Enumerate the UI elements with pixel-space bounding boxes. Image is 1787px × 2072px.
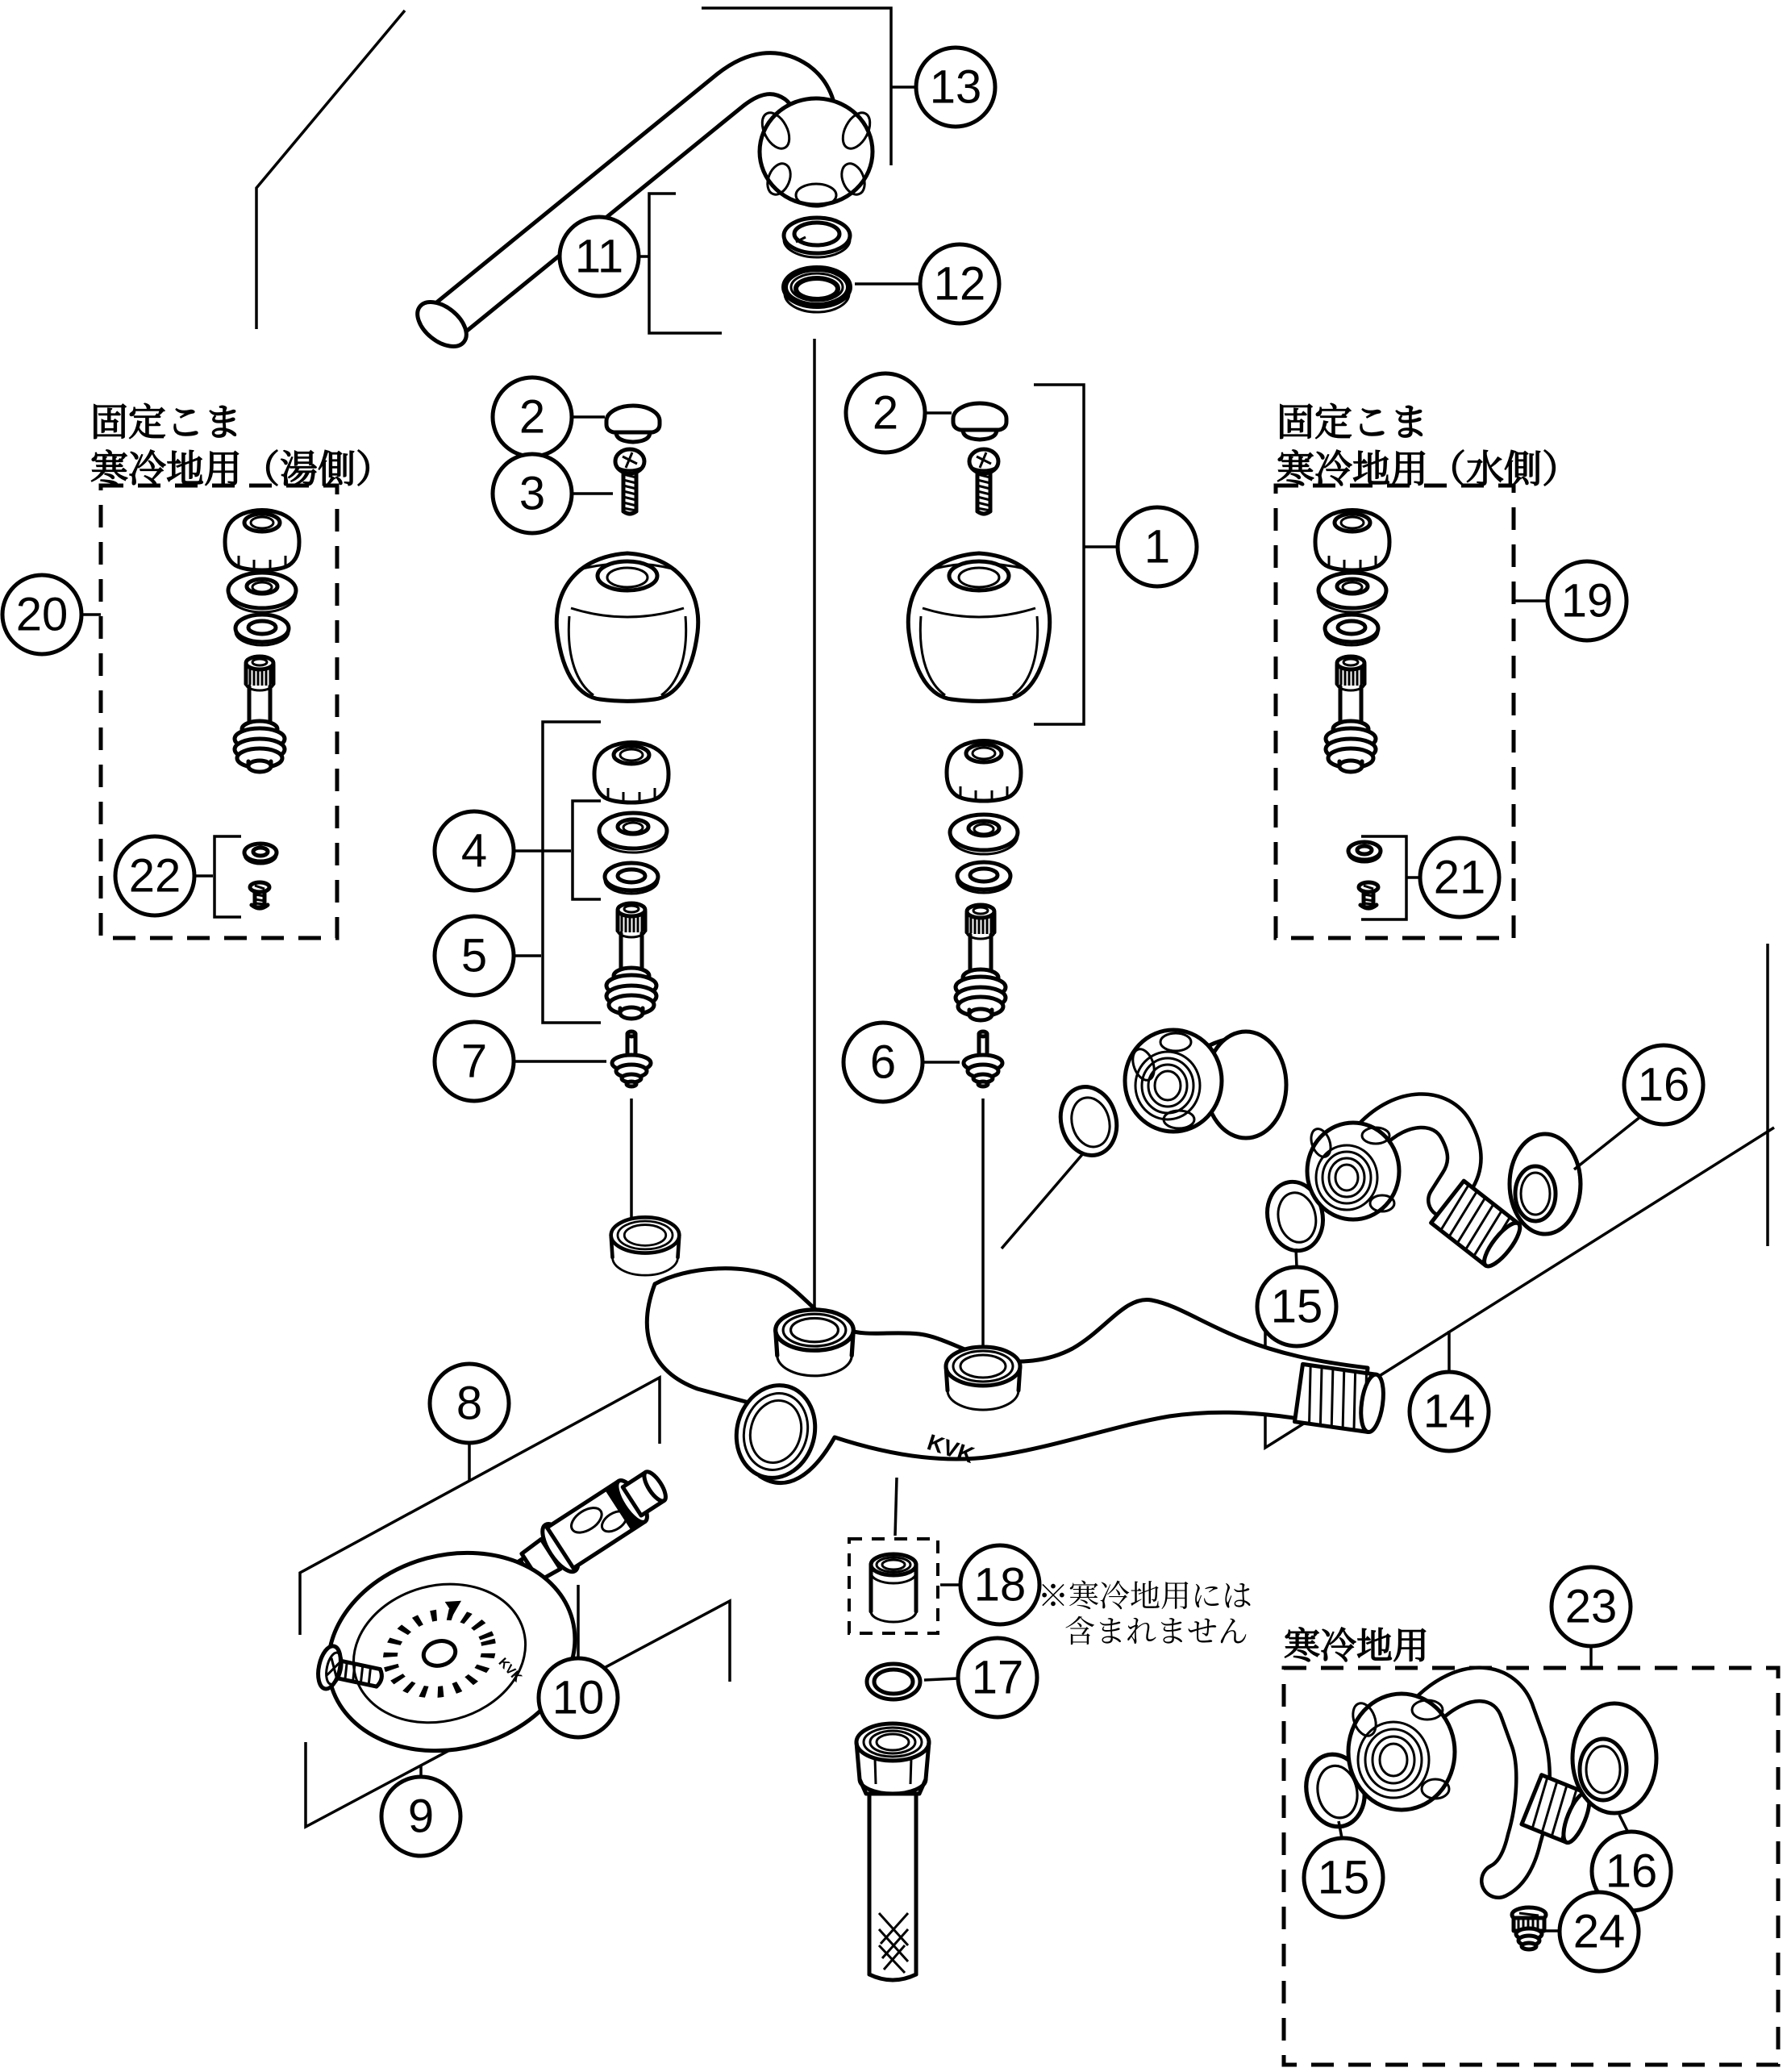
part-handle-screw-cold [969,449,998,514]
svg-text:16: 16 [1605,1845,1658,1898]
hot-side-box-parts [225,511,299,909]
callout-10 [539,1658,618,1737]
note-line1: ※寒冷地用には [1038,1580,1253,1614]
cold-side-box-title-line2: 寒冷地用（水側） [1277,448,1580,490]
part-hose [856,1724,929,1980]
part-koma-hot [612,1032,651,1086]
svg-text:22: 22 [128,849,181,903]
svg-text:20: 20 [15,588,69,641]
part-packing-cold [950,815,1018,854]
callout-22 [115,836,194,915]
callout-11 [560,217,639,296]
callout-7 [435,1022,514,1101]
svg-text:16: 16 [1637,1058,1690,1111]
part-spindle-cold [956,905,1006,1020]
callout-17 [958,1638,1037,1717]
svg-text:8: 8 [456,1377,483,1430]
callout-3 [493,454,572,533]
part-bonnet-cold [947,741,1021,803]
svg-text:23: 23 [1564,1580,1618,1633]
callout-12 [920,244,999,323]
svg-text:3: 3 [519,467,546,520]
callout-6 [844,1023,923,1102]
part-cap-hot [606,406,660,442]
part-koma-cold [964,1032,1002,1086]
svg-text:11: 11 [574,230,624,283]
callout-9 [381,1777,460,1856]
part-handle-hot [556,553,698,701]
callout-23 [1552,1567,1631,1646]
svg-text:24: 24 [1572,1905,1626,1958]
part-ring-17 [867,1664,920,1699]
part-spout [410,73,816,355]
svg-text:7: 7 [460,1035,488,1088]
svg-text:21: 21 [1433,851,1486,904]
svg-text:15: 15 [1317,1851,1370,1904]
part-spout-nut [756,98,875,206]
part-crank-14 [1307,1111,1526,1271]
callout-20 [2,575,81,654]
part-handle-cold [908,553,1049,701]
svg-text:6: 6 [869,1036,897,1089]
part-spindle-hot [606,903,656,1019]
part-handle-screw-hot [615,449,644,514]
knob-brand-text: KVK [495,1655,525,1686]
part-bonnet-hot [594,743,669,805]
part-wall-crank-attached [1125,1030,1286,1138]
part-spout-ring-upper [784,218,850,257]
svg-text:12: 12 [933,257,986,311]
callout-2-cold [846,373,925,452]
part-washer-hot [605,863,658,894]
svg-text:15: 15 [1270,1280,1323,1333]
part-faucet-body [611,1217,1387,1486]
hot-side-box-title-line1: 固定こま [90,401,242,444]
svg-text:1: 1 [1143,520,1171,573]
callout-18 [960,1545,1039,1624]
callout-1 [1118,507,1197,586]
callout-19 [1547,561,1627,640]
part-packing-hot [599,813,667,853]
part-adapter-18 [871,1554,916,1622]
svg-text:9: 9 [407,1790,435,1843]
part-flange-16-cold [1572,1703,1656,1813]
svg-text:10: 10 [552,1671,605,1724]
part-crank-cold-region [1348,1684,1595,1881]
part-washer-cold [957,862,1010,893]
svg-text:13: 13 [929,60,982,114]
callout-16 [1624,1045,1703,1124]
svg-text:18: 18 [973,1558,1027,1611]
cold-side-box-title-line1: 固定こま [1277,401,1428,444]
svg-text:19: 19 [1560,574,1614,627]
svg-text:14: 14 [1423,1385,1476,1438]
svg-text:4: 4 [460,824,488,878]
part-drain-screw-24 [1512,1907,1546,1949]
part-gasket-attached [1053,1081,1124,1162]
body-brand-text: KVK [924,1429,977,1468]
svg-text:5: 5 [460,929,488,982]
callout-15 [1257,1267,1336,1346]
callout-24 [1560,1892,1639,1971]
cold-side-box-parts [1315,511,1389,909]
callout-4 [435,811,514,890]
note-line2: 含まれません [1064,1615,1249,1649]
part-spout-ring-lower [785,269,849,312]
svg-text:2: 2 [519,390,546,444]
svg-text:17: 17 [971,1651,1024,1704]
callout-14 [1410,1372,1489,1451]
callout-5 [435,916,514,995]
part-flange-16 [1510,1134,1581,1234]
callout-21 [1420,838,1499,917]
callout-8 [430,1364,509,1443]
callout-13 [916,48,995,127]
callout-15-cold-region [1304,1838,1383,1917]
callout-2-hot [493,377,572,457]
part-cap-cold [953,403,1006,440]
hot-side-box-title-line2: 寒冷地用（湯側） [90,448,394,490]
cold-region-box-title: 寒冷地用 [1284,1625,1430,1666]
svg-text:2: 2 [872,386,899,440]
